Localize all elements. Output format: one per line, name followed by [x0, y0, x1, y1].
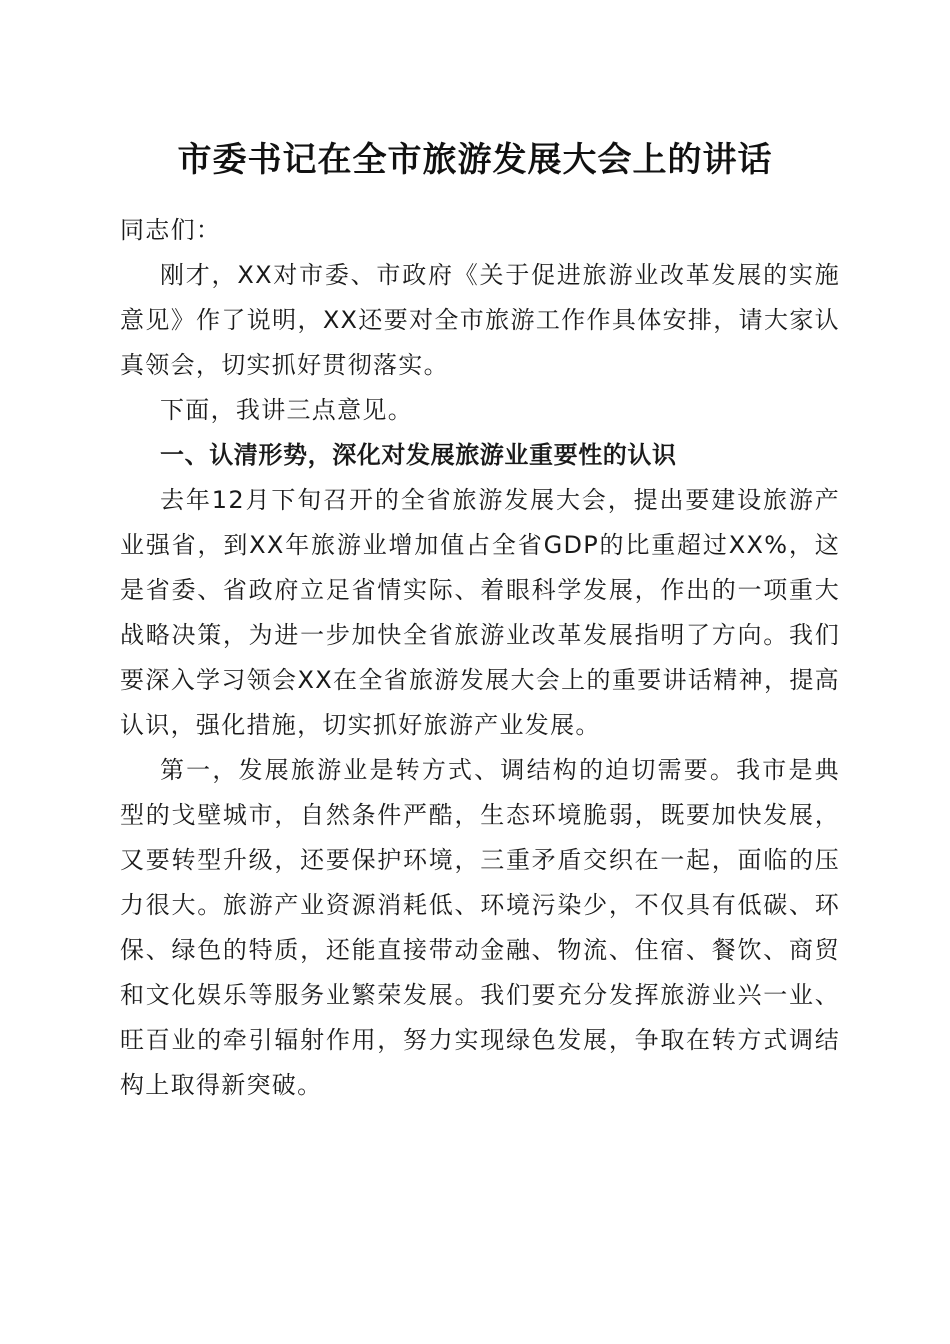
paragraph-intro: 刚才，XX对市委、市政府《关于促进旅游业改革发展的实施意见》作了说明，XX还要对全市旅游工作作具体安排，请大家认真领会，切实抓好贯彻落实。 [120, 261, 840, 379]
document-body [120, 208, 840, 1108]
document-title: 市委书记在全市旅游发展大会上的讲话 [177, 140, 773, 180]
section-heading: 一、认清形势，深化对发展旅游业重要性的认识 [160, 441, 677, 469]
paragraph-section1-1: 去年12月下旬召开的全省旅游发展大会，提出要建设旅游产业强省，到XX年旅游业增加值占全省GDP的比重超过XX%，这是省委、省政府立足省情实际、着眼科学发展，作出的一项重大战略决策，为进一步加快全省旅游业改革发展指明了方向。我们要深入学习领会XX在全省旅游发展大会上的重要讲话精神，提高认识，强化措施，切实抓好旅游产业发展。 [120, 486, 840, 739]
salutation: 同志们： [120, 216, 222, 244]
paragraph-section1-2: 第一，发展旅游业是转方式、调结构的迫切需要。我市是典型的戈壁城市，自然条件严酷，生态环境脆弱，既要加快发展，又要转型升级，还要保护环境，三重矛盾交织在一起，面临的压力很大。旅游产业资源消耗低、环境污染少，不仅具有低碳、环保、绿色的特质，还能直接带动金融、物流、住宿、餐饮、商贸和文化娱乐等服务业繁荣发展。我们要充分发挥旅游业兴一业、旺百业的牵引辐射作用，努力实现绿色发展，争取在转方式调结构上取得新突破。 [120, 756, 840, 1099]
paragraph-outline: 下面，我讲三点意见。 [160, 396, 413, 424]
